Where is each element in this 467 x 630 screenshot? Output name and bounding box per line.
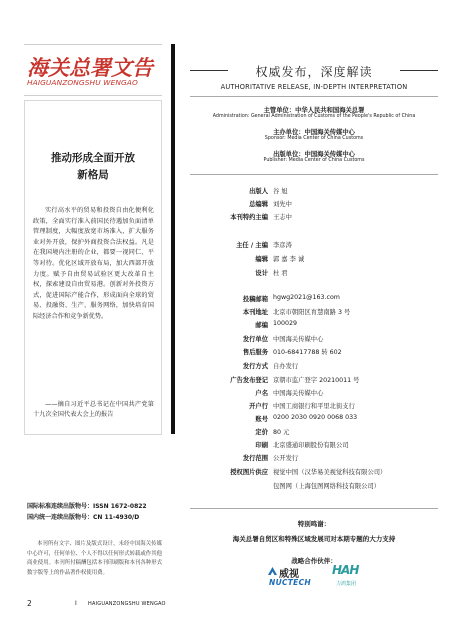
special-separator xyxy=(190,508,438,509)
logo-subtitle: HAIGUANZONGSHU WENGAO xyxy=(27,78,138,87)
masthead-value: 公开发行 xyxy=(273,455,299,462)
org-administration xyxy=(190,105,438,119)
header-title-en: AUTHORITATIVE RELEASE, IN-DEPTH INTERPRETATION xyxy=(220,83,408,91)
masthead-label: 印刷 xyxy=(255,442,268,449)
masthead-label: 本刊地址 xyxy=(242,309,268,316)
org-publisher xyxy=(190,149,438,163)
masthead-value: 谷 旭 xyxy=(273,188,288,195)
masthead-value: 自办发行 xyxy=(273,363,299,370)
masthead-label: 开户行 xyxy=(249,403,268,410)
editorial-quote: ——摘自习近平总书记在中国共产党第十九次全国代表大会上的报告 xyxy=(33,401,154,418)
special-thanks-label: 特别鸣谢： xyxy=(297,520,331,528)
masthead-label: 发行方式 xyxy=(242,363,268,370)
masthead-label: 账号 xyxy=(255,416,268,423)
masthead-value: 中国海关传媒中心 xyxy=(273,390,324,397)
org-sponsor xyxy=(190,127,438,141)
logo-title: 海关总署文告 xyxy=(27,56,153,80)
masthead-label: 出版人 xyxy=(249,188,268,195)
masthead-value: 李彦涛 xyxy=(273,242,292,249)
org-separator xyxy=(190,174,438,175)
masthead-value: 刘先中 xyxy=(273,201,292,208)
nuctech-cn: 威视 xyxy=(279,569,299,580)
lihong-logo xyxy=(330,563,376,591)
masthead-value: 视觉中国（汉华易美视觉科技有限公司） xyxy=(273,469,387,476)
editorial-title xyxy=(24,150,162,184)
issn-block xyxy=(27,501,147,523)
masthead-value: 包图网（上海包图网络科技有限公司） xyxy=(273,483,381,490)
masthead-value: 中国工商银行和平里北街支行 xyxy=(273,403,355,410)
nuctech-en: NUCTECH xyxy=(269,578,311,587)
masthead-label: 总编辑 xyxy=(249,201,268,208)
masthead-value: 0200 2030 0920 0068 033 xyxy=(273,414,358,421)
issn-line: 国际标准连续出版物号：ISSN 1672-0822 xyxy=(27,503,147,510)
lihong-mark: HAH xyxy=(332,563,359,577)
masthead-label: 邮编 xyxy=(255,322,268,329)
running-title: HAIGUANZONGSHU WENGAO xyxy=(88,601,166,607)
masthead-value: 010-68417788 转 602 xyxy=(273,349,342,356)
masthead-label: 发行范围 xyxy=(242,455,268,462)
org-cn: 出版单位：中国海关传媒中心 xyxy=(273,151,355,158)
editorial-title-line1: 推动形成全面开放 xyxy=(51,152,135,164)
header-title-cn: 权威发布，深度解读 xyxy=(255,65,373,79)
vertical-divider xyxy=(171,44,175,434)
masthead-value: 杜 君 xyxy=(273,270,288,277)
nuctech-emblem-icon xyxy=(267,566,278,576)
masthead-label: 定价 xyxy=(255,429,268,436)
masthead-value: 80 元 xyxy=(273,429,290,436)
masthead-label: 投稿邮箱 xyxy=(242,296,268,303)
masthead-value: 100029 xyxy=(273,320,298,327)
lihong-sub: 力鸿集团 xyxy=(336,581,357,587)
org-cn: 主管单位：中华人民共和国海关总署 xyxy=(263,107,365,114)
masthead-value: hgwg2021@163.com xyxy=(273,294,340,301)
masthead-label: 发行单位 xyxy=(242,336,268,343)
masthead-label: 编辑 xyxy=(255,256,268,263)
masthead-value: 京朝市监广登字 20210011 号 xyxy=(273,377,360,384)
masthead-label: 广告发布登记 xyxy=(230,377,268,384)
cn-line: 国内统一连续出版物号：CN 11-4930/D xyxy=(27,514,140,521)
editorial-body: 实行高水平的贸易和投资自由化便利化政策，全面实行准入前国民待遇加负面清单管理制度，大幅度放宽市场准入，扩大服务业对外开放，保护外商投资合法权益。凡是在我国境内注册的企业，都要一视同仁、平等对待。优化区域开放布局，加大西部开放力度。赋予自由贸易试验区更大改革自主权，探索建设自由贸易港。创新对外投资方式，促进国际产能合作，形成面向全球的贸易、投融资、生产、服务网络，加快培育国际经济合作和竞争新优势。 xyxy=(33,207,154,320)
editorial-title-line2: 新格局 xyxy=(77,169,109,181)
masthead-label: 户名 xyxy=(255,390,268,397)
masthead-value: 郭 嘉 李 诚 xyxy=(273,256,305,263)
header-separator xyxy=(190,96,438,97)
org-en: Sponsor: Media Center of China Customs xyxy=(264,136,364,141)
org-en: Administration: General Administration of Customs of the People's Republic of China xyxy=(212,114,416,119)
nuctech-logo xyxy=(265,565,317,589)
masthead-label: 设计 xyxy=(255,270,268,277)
masthead-value: 北京盛通印刷股份有限公司 xyxy=(273,442,349,449)
footer-divider: I xyxy=(75,600,77,607)
masthead-value: 北京市朝阳区育慧南路 3 号 xyxy=(273,309,351,316)
masthead-label: 本刊特约主编 xyxy=(230,214,268,221)
page-number: 2 xyxy=(27,599,32,608)
masthead-label: 授权图片供应 xyxy=(230,469,268,476)
masthead-label: 售后服务 xyxy=(242,349,268,356)
masthead-label: 主任 / 主编 xyxy=(236,242,268,249)
partners-label: 战略合作伙伴： xyxy=(291,557,337,565)
masthead-value: 王志中 xyxy=(273,214,292,221)
masthead-value: 中国海关传媒中心 xyxy=(273,336,324,343)
org-cn: 主办单位：中国海关传媒中心 xyxy=(273,129,355,136)
org-en: Publisher: Media Center of China Customs xyxy=(263,158,365,163)
copyright-notice: 本刊所有文字、图片及版式设计，未经中国海关传媒中心许可，任何单位、个人不得以任何形式转载或作其他商业使用。本刊所付稿酬包括本刊印刷版和本刊各种形式数字版等上的作品著作权使用费。 xyxy=(27,541,162,576)
special-thanks-text: 海关总署自贸区和特殊区域发展司对本期专题的大力支持 xyxy=(232,535,396,543)
